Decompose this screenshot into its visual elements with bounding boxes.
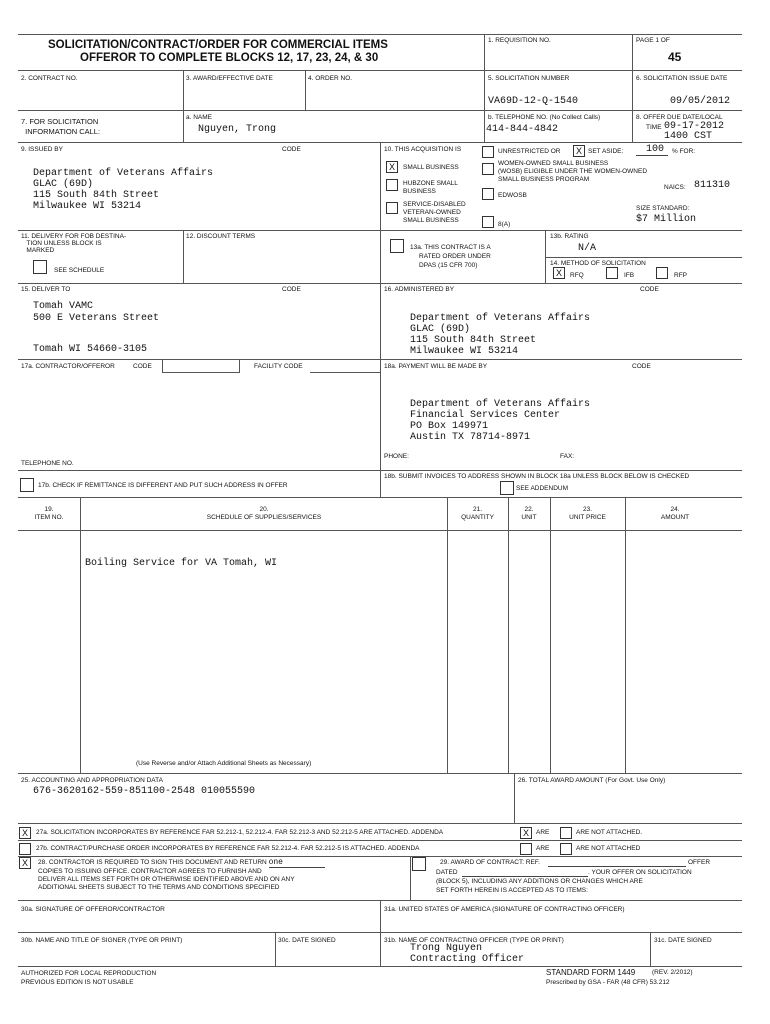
small-business-checkbox[interactable]: X — [386, 161, 398, 173]
27a-checkbox[interactable]: X — [19, 827, 31, 839]
issued-by-address: Department of Veterans Affairs GLAC (69D) 115 South 84th Street Milwaukee WI 53214 — [33, 168, 214, 212]
accounting-data[interactable]: 676-3620162-559-851100-2548 010055590 — [33, 786, 256, 797]
payment-address: Department of Veterans Affairs Financial Services Center PO Box 149971 Austin TX 78714-8971 — [410, 399, 591, 443]
sdvosb-checkbox[interactable] — [386, 202, 398, 214]
addendum-checkbox[interactable] — [500, 481, 514, 495]
deliver-to-label: 15. DELIVER TO — [21, 286, 71, 293]
set-aside-label: SET ASIDE: — [588, 148, 624, 155]
payment-by-label: 18a. PAYMENT WILL BE MADE BY — [384, 363, 488, 370]
naics-label: NAICS: — [664, 184, 686, 191]
28-checkbox[interactable]: X — [19, 857, 31, 869]
edwosb-checkbox[interactable] — [482, 188, 494, 200]
administered-by-label: 16. ADMINISTERED BY — [384, 286, 455, 293]
offer-due-label: 8. OFFER DUE DATE/LOCAL — [636, 114, 723, 121]
27b-label: 27b. CONTRACT/PURCHASE ORDER INCORPORATES BY REFERENCE FAR 52.212-4. FAR 52.212-5 IS ATTACHED. ADDENDA — [36, 845, 420, 852]
prescribed-by: Prescribed by GSA - FAR (48 CFR) 53.212 — [546, 979, 670, 986]
29-dated-label: DATED — [436, 869, 458, 876]
27b-are-not-label: ARE NOT ATTACHED — [576, 845, 641, 852]
contact-name-label: a. NAME — [186, 114, 213, 121]
officer-name[interactable]: Trong Nguyen — [410, 943, 483, 954]
hubzone-label: HUBZONE SMALL BUSINESS — [403, 180, 458, 195]
contractor-code-label: CODE — [133, 363, 152, 370]
29-checkbox[interactable] — [412, 857, 426, 871]
eight-a-checkbox[interactable] — [482, 216, 494, 228]
administered-by-address: Department of Veterans Affairs GLAC (69D) 115 South 84th Street Milwaukee WI 53214 — [410, 313, 591, 357]
29-label-line1: 29. AWARD OF CONTRACT: REF. — [440, 859, 540, 866]
offer-due-time[interactable]: 1400 CST — [664, 131, 713, 142]
officer-date-label: 31c. DATE SIGNED — [654, 937, 712, 944]
issue-date-label: 6. SOLICITATION ISSUE DATE — [636, 75, 728, 82]
payment-code-label: CODE — [632, 363, 651, 370]
telephone-label: b. TELEPHONE NO. (No Collect Calls) — [488, 114, 601, 121]
ifb-label: IFB — [624, 272, 635, 279]
total-award-label: 26. TOTAL AWARD AMOUNT (For Govt. Use Only) — [518, 777, 666, 784]
27a-are-checkbox[interactable]: X — [520, 827, 532, 839]
us-signature-label: 31a. UNITED STATES OF AMERICA (SIGNATURE OF CONTRACTING OFFICER) — [384, 906, 625, 913]
administered-by-code-label: CODE — [640, 286, 659, 293]
fax-label: FAX: — [560, 453, 575, 460]
acquisition-label: 10. THIS ACQUISITION IS — [384, 146, 462, 153]
rating-label: 13b. RATING — [550, 233, 589, 240]
signer-date-label: 30c. DATE SIGNED — [278, 937, 336, 944]
col-schedule-header: 20. SCHEDULE OF SUPPLIES/SERVICES — [206, 506, 322, 521]
small-business-label: SMALL BUSINESS — [403, 164, 459, 171]
remittance-checkbox[interactable] — [20, 478, 34, 492]
issue-date[interactable]: 09/05/2012 — [670, 96, 731, 107]
27a-are-not-label: ARE NOT ATTACHED. — [576, 829, 643, 836]
set-aside-checkbox[interactable]: X — [573, 145, 585, 157]
dated-underline — [462, 876, 588, 877]
unrestricted-label: UNRESTRICTED OR — [498, 148, 561, 155]
phone-label: PHONE: — [384, 453, 409, 460]
time-label: TIME — [646, 124, 662, 131]
rated-order-checkbox[interactable] — [390, 239, 404, 253]
hubzone-checkbox[interactable] — [386, 179, 398, 191]
27a-are-not-checkbox[interactable] — [560, 827, 572, 839]
offeror-signature-label: 30a. SIGNATURE OF OFFEROR/CONTRACTOR — [21, 906, 165, 913]
form-revision: (REV. 2/2012) — [652, 969, 693, 976]
award-date-label: 3. AWARD/EFFECTIVE DATE — [186, 75, 273, 82]
ifb-checkbox[interactable] — [606, 267, 618, 279]
schedule-description: Boiling Service for VA Tomah, WI — [85, 558, 278, 569]
contact-name[interactable]: Nguyen, Trong — [198, 124, 277, 135]
rfp-checkbox[interactable] — [656, 267, 668, 279]
col-unit-header: 22. UNIT — [521, 506, 537, 521]
27a-are-label: ARE — [536, 829, 550, 836]
28-label: 28. CONTRACTOR IS REQUIRED TO SIGN THIS DOCUMENT AND RETURN one COPIES TO ISSUING OFFICE. CONTRACTOR AGREES TO FURNISH AND DELIVER ALL ITEMS SET FORTH OR OTHERWISE IDENTIFIED ABOVE AND ON ANY ADDITIONAL SHEETS SUBJECT TO THE TERMS AND CONDITIONS SPECIFIED — [38, 859, 325, 892]
contractor-label: 17a. CONTRACTOR/OFFEROR — [21, 363, 115, 370]
officer-title[interactable]: Contracting Officer — [410, 954, 525, 965]
wosb-checkbox[interactable] — [482, 163, 494, 175]
27b-are-label: ARE — [536, 845, 550, 852]
form-subtitle: OFFEROR TO COMPLETE BLOCKS 12, 17, 23, 24, & 30 — [80, 52, 379, 64]
size-standard-label: SIZE STANDARD: — [636, 205, 690, 212]
solicitation-number[interactable]: VA69D-12-Q-1540 — [488, 96, 579, 107]
reverse-note: (Use Reverse and/or Attach Additional Sheets as Necessary) — [136, 760, 312, 767]
naics-code[interactable]: 811310 — [694, 180, 731, 191]
telephone-number[interactable]: 414-844-4842 — [486, 124, 559, 135]
27b-checkbox[interactable] — [19, 843, 31, 855]
27a-label: 27a. SOLICITATION INCORPORATES BY REFERENCE FAR 52.212-1, 52.212-4. FAR 52.212-3 AND 52.212-5 ARE ATTACHED. ADDENDA — [36, 829, 444, 836]
col-item-no-header: 19. ITEM NO. — [34, 506, 64, 521]
discount-terms-label: 12. DISCOUNT TERMS — [186, 233, 256, 240]
29-label-line4: SET FORTH HEREIN IS ACCEPTED AS TO ITEMS: — [436, 887, 588, 894]
percent-underline — [636, 155, 668, 156]
29-offer-label: OFFER — [688, 859, 711, 866]
copies-count[interactable]: one — [269, 859, 325, 868]
officer-name-label: 31b. NAME OF CONTRACTING OFFICER (TYPE OR PRINT) — [384, 937, 564, 944]
col-unit-price-header: 23. UNIT PRICE — [569, 506, 606, 521]
issued-by-label: 9. ISSUED BY — [21, 146, 63, 153]
contractor-code-box[interactable] — [162, 360, 240, 373]
info-call-label: 7. FOR SOLICITATION INFORMATION CALL: — [21, 117, 101, 136]
submit-invoices-label: 18b. SUBMIT INVOICES TO ADDRESS SHOWN IN BLOCK 18a UNLESS BLOCK BELOW IS CHECKED — [384, 473, 690, 480]
rfq-checkbox[interactable]: X — [553, 267, 565, 279]
eight-a-label: 8(A) — [498, 221, 511, 228]
offer-due-date[interactable]: 09-17-2012 — [664, 121, 725, 132]
accounting-label: 25. ACCOUNTING AND APPROPRIATION DATA — [21, 777, 163, 784]
27b-are-not-checkbox[interactable] — [560, 843, 572, 855]
col-quantity-header: 21. QUANTITY — [461, 506, 494, 521]
col-amount-header: 24. AMOUNT — [660, 506, 690, 521]
rating-value[interactable]: N/A — [578, 243, 597, 254]
sdvosb-label: SERVICE-DISABLED VETERAN-OWNED SMALL BUSINESS — [403, 201, 466, 224]
29-solicitation-label: . YOUR OFFER ON SOLICITATION — [588, 869, 692, 876]
29-label-line3: (BLOCK 5), INCLUDING ANY ADDITIONS OR CHANGES WHICH ARE — [436, 878, 643, 885]
addendum-label: SEE ADDENDUM — [516, 485, 569, 492]
telephone-no-label: TELEPHONE NO. — [21, 460, 74, 467]
contract-no-label: 2. CONTRACT NO. — [21, 75, 78, 82]
issued-by-code-label: CODE — [282, 146, 301, 153]
standard-form-number: STANDARD FORM 1449 — [546, 968, 636, 977]
size-standard[interactable]: $7 Million — [636, 214, 697, 225]
form-title: SOLICITATION/CONTRACT/ORDER FOR COMMERCIAL ITEMS — [48, 39, 388, 51]
facility-code-label: FACILITY CODE — [254, 363, 303, 370]
page-count: 45 — [668, 50, 682, 64]
solicitation-number-label: 5. SOLICITATION NUMBER — [488, 75, 570, 82]
footer-previous-edition: PREVIOUS EDITION IS NOT USABLE — [21, 979, 134, 986]
set-aside-percent[interactable]: 100 — [646, 144, 665, 155]
see-schedule-label: SEE SCHEDULE — [54, 267, 105, 274]
remittance-label: 17b. CHECK IF REMITTANCE IS DIFFERENT AND PUT SUCH ADDRESS IN OFFER — [38, 482, 288, 489]
facility-code-box[interactable] — [310, 360, 380, 373]
unrestricted-checkbox[interactable] — [482, 146, 494, 158]
requisition-label: 1. REQUISITION NO. — [488, 37, 551, 44]
27b-are-checkbox[interactable] — [520, 843, 532, 855]
see-schedule-checkbox[interactable] — [33, 260, 47, 274]
deliver-to-city: Tomah WI 54660-3105 — [33, 344, 148, 355]
percent-for-label: % FOR: — [672, 148, 696, 155]
method-label: 14. METHOD OF SOLICITATION — [550, 260, 646, 267]
deliver-to-code-label: CODE — [282, 286, 301, 293]
fob-label: 11. DELIVERY FOR FOB DESTINA- TION UNLESS BLOCK IS MARKED — [21, 233, 127, 254]
footer-authorized: AUTHORIZED FOR LOCAL REPRODUCTION — [21, 970, 157, 977]
rfp-label: RFP — [674, 272, 687, 279]
order-no-label: 4. ORDER NO. — [308, 75, 353, 82]
ref-underline — [548, 866, 686, 867]
signer-name-label: 30b. NAME AND TITLE OF SIGNER (TYPE OR PRINT) — [21, 937, 183, 944]
rated-order-label: 13a. THIS CONTRACT IS A RATED ORDER UNDER DPAS (15 CFR 700) — [410, 244, 491, 269]
page-label: PAGE 1 OF — [636, 37, 670, 44]
deliver-to-address: Tomah VAMC 500 E Veterans Street — [33, 301, 160, 324]
rfq-label: RFQ — [570, 272, 584, 279]
wosb-label: WOMEN-OWNED SMALL BUSINESS (WOSB) ELIGIBLE UNDER THE WOMEN-OWNED SMALL BUSINESS PROGRAM — [498, 160, 648, 183]
edwosb-label: EDWOSB — [498, 192, 527, 199]
